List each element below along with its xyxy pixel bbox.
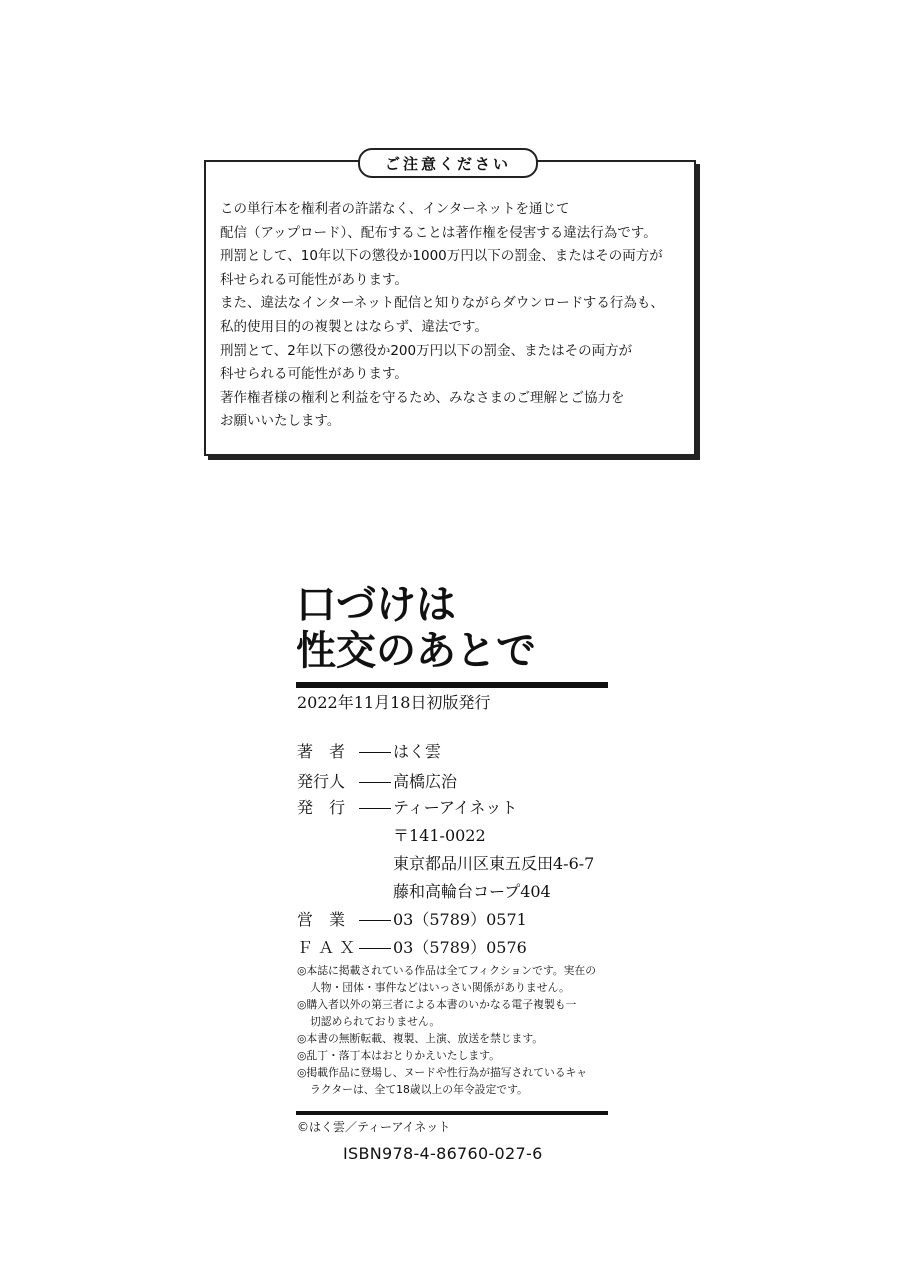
credit-label: 発行人 <box>297 772 346 791</box>
credit-dash <box>359 808 391 809</box>
credit-dash <box>359 752 391 753</box>
credit-label: 著 者 <box>297 742 346 761</box>
credit-dash <box>359 920 391 921</box>
book-title <box>296 582 616 674</box>
notice-body <box>220 198 690 434</box>
credit-postal: 〒141-0022 <box>393 826 486 845</box>
notice-line: この単行本を権利者の許諾なく、インターネットを通じて <box>220 201 570 217</box>
credit-publisher <box>297 796 517 820</box>
note-line: 人物・団体・事件などはいっさい関係がありません。 <box>310 981 570 994</box>
note-line: ◎購入者以外の第三者による本書のいかなる電子複製も一 <box>297 998 577 1011</box>
notice-line: 科せられる可能性があります。 <box>220 271 408 288</box>
copyright: ©はく雲／ティーアイネット <box>297 1120 451 1134</box>
credit-value: ティーアイネット <box>393 798 518 817</box>
note-line: ◎本書の無断転載、複製、上演、放送を禁じます。 <box>297 1032 544 1045</box>
credit-author <box>297 740 441 764</box>
isbn: ISBN978-4-86760-027-6 <box>343 1144 543 1163</box>
credit-fax <box>297 936 527 960</box>
credit-dash <box>359 948 391 949</box>
notice-line: お願いいたします。 <box>220 413 341 430</box>
credit-publisher-person <box>297 770 457 794</box>
title-divider <box>296 682 608 688</box>
notice-line: 配信（アップロード）、配布することは著作権を侵害する違法行為です。 <box>220 224 657 241</box>
credit-address-2: 藤和高輪台コープ404 <box>393 882 551 901</box>
notice-line: 私的使用目的の複製とはならず、違法です。 <box>220 318 488 335</box>
credit-value: 03（5789）0576 <box>393 938 527 957</box>
publication-date: 2022年11月18日初版発行 <box>297 693 491 712</box>
credit-address-1: 東京都品川区東五反田4-6-7 <box>393 854 595 873</box>
note-line: 切認められておりません。 <box>310 1015 441 1028</box>
credit-value: 高橋広治 <box>393 772 458 791</box>
note-line: ◎掲載作品に登場し、ヌードや性行為が描写されているキャ <box>297 1066 588 1079</box>
book-title-line-2: 性交のあとで <box>296 628 536 674</box>
notice-label: ご注意ください <box>358 148 538 178</box>
credit-dash <box>359 782 391 783</box>
notice-line: 著作権者様の権利と利益を守るため、みなさまのご理解とご協力を <box>220 389 625 406</box>
notice-line: 刑罰とて、2年以下の懲役か200万円以下の罰金、またはその両方が <box>220 342 633 359</box>
colophon-divider <box>296 1111 608 1115</box>
credit-label: Ｆ Ａ Ｘ <box>297 938 356 957</box>
credit-label: 営 業 <box>297 910 346 929</box>
credit-sales <box>297 908 527 932</box>
notice-line: 科せられる可能性があります。 <box>220 366 408 383</box>
credit-label: 発 行 <box>297 798 346 817</box>
note-line: ラクターは、全て18歳以上の年令設定です。 <box>310 1083 528 1096</box>
credit-value: はく雲 <box>393 742 442 761</box>
note-line: ◎乱丁・落丁本はおとりかえいたします。 <box>297 1049 500 1062</box>
note-line: ◎本誌に掲載されている作品は全てフィクションです。実在の <box>297 964 596 977</box>
notice-line: また、違法なインターネット配信と知りながらダウンロードする行為も、 <box>220 295 664 312</box>
credit-value: 03（5789）0571 <box>393 910 527 929</box>
notice-line: 刑罰として、10年以下の懲役か1000万円以下の罰金、またはその両方が <box>220 248 663 265</box>
book-title-line-1: 口づけは <box>296 582 456 628</box>
legal-notes <box>297 962 617 1098</box>
notice-box <box>204 154 696 456</box>
